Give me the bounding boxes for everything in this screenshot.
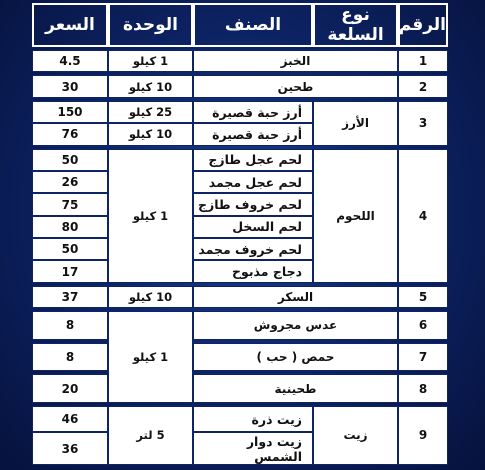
row-price: 75 (32, 193, 108, 215)
table-row (32, 374, 448, 402)
table-row (32, 311, 448, 339)
row-price: 80 (32, 216, 108, 238)
table-row (32, 286, 448, 308)
row-price: 30 (32, 75, 108, 97)
header-row (32, 3, 448, 47)
header-price: السعر (32, 3, 108, 47)
row-item: أرز حبة قصيرة (193, 123, 313, 145)
row-num: 3 (398, 101, 448, 146)
row-price: 50 (32, 238, 108, 260)
row-item: أرز حبة قصيرة (193, 101, 313, 123)
row-category: طحينية (193, 374, 398, 402)
row-category: السكر (193, 286, 398, 308)
row-price: 8 (32, 343, 108, 371)
header-unit: الوحدة (108, 3, 193, 47)
row-category: عدس مجروش (193, 311, 398, 339)
row-item: لحم عجل طازج (193, 149, 313, 171)
price-table (32, 3, 448, 465)
row-price: 76 (32, 123, 108, 145)
row-unit: 1 كيلو (108, 149, 193, 283)
row-category: الخبز (193, 50, 398, 72)
row-price: 46 (32, 406, 108, 432)
row-price: 17 (32, 260, 108, 282)
row-item: زيت ذرة (193, 406, 313, 432)
row-category: اللحوم (313, 149, 398, 283)
table-row (32, 149, 448, 171)
table-row (32, 406, 448, 432)
table-row (32, 101, 448, 123)
row-unit: 25 كيلو (108, 101, 193, 123)
row-price: 36 (32, 432, 108, 465)
row-num: 1 (398, 50, 448, 72)
row-unit: 10 كيلو (108, 75, 193, 97)
row-item: لحم السخل (193, 216, 313, 238)
row-num: 9 (398, 406, 448, 465)
header-category: نوع السلعة (313, 3, 398, 47)
table-row (32, 75, 448, 97)
row-category: طحين (193, 75, 398, 97)
row-unit: 5 لتر (108, 406, 193, 465)
row-num: 6 (398, 311, 448, 339)
row-num: 4 (398, 149, 448, 283)
row-price: 4.5 (32, 50, 108, 72)
row-num: 5 (398, 286, 448, 308)
row-price: 8 (32, 311, 108, 339)
row-item: دجاج مذبوح (193, 260, 313, 282)
row-price: 37 (32, 286, 108, 308)
row-price: 150 (32, 101, 108, 123)
row-unit: 1 كيلو (108, 311, 193, 403)
header-item: الصنف (193, 3, 313, 47)
row-category: حمص ( حب ) (193, 343, 398, 371)
row-num: 8 (398, 374, 448, 402)
row-item: زيت دوار الشمس (193, 432, 313, 465)
row-item: لحم خروف طازج (193, 193, 313, 215)
row-category: الأرز (313, 101, 398, 146)
row-price: 50 (32, 149, 108, 171)
row-price: 20 (32, 374, 108, 402)
row-num: 7 (398, 343, 448, 371)
row-unit: 1 كيلو (108, 50, 193, 72)
row-category: زيت (313, 406, 398, 465)
row-item: لحم عجل مجمد (193, 171, 313, 193)
table-row (32, 343, 448, 371)
row-num: 2 (398, 75, 448, 97)
table-row (32, 50, 448, 72)
row-item: لحم خروف مجمد (193, 238, 313, 260)
row-unit: 10 كيلو (108, 123, 193, 145)
row-price: 26 (32, 171, 108, 193)
row-unit: 10 كيلو (108, 286, 193, 308)
header-num: الرقم (398, 3, 448, 47)
